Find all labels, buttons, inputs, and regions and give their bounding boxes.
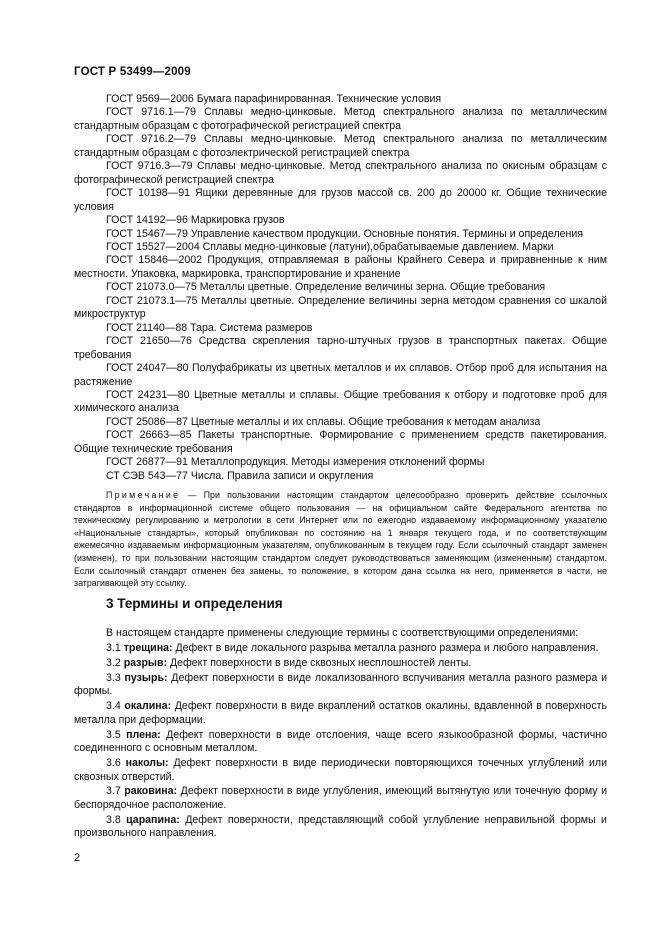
- term-name: раковина:: [124, 785, 178, 798]
- note-block: [74, 489, 607, 590]
- term-item: [74, 757, 607, 784]
- reference-item: ГОСТ 9716.1—79 Сплавы медно-цинковые. Метод спектрального анализа по металлическим стандартным образцам с фотографической регистрацией спектра: [74, 106, 607, 132]
- section-title: 3 Термины и определения: [106, 596, 283, 611]
- reference-item: ГОСТ 9716.3—79 Сплавы медно-цинковые. Метод спектрального анализа по окисным образцам с фотографической регистрацией спектра: [74, 160, 607, 186]
- term-item: [74, 642, 607, 655]
- term-definition: Дефект поверхности в виде отслоения, чаще всего языкообразной формы, частично соединенного с основным металлом.: [74, 728, 607, 755]
- term-name: царапина:: [126, 813, 180, 826]
- term-item: [74, 729, 607, 756]
- term-number: 3.7: [106, 785, 121, 798]
- reference-item: ГОСТ 10198—91 Ящики деревянные для грузов массой св. 200 до 20000 кг. Общие технические условия: [74, 187, 607, 213]
- term-definition: Дефект поверхности, представляющий собой углубление неправильной формы и произвольного направления.: [74, 813, 607, 840]
- term-name: наколы:: [125, 757, 169, 770]
- reference-item: ГОСТ 15846—2002 Продукция, отправляемая в районы Крайнего Севера и приравненные к ним местности. Упаковка, маркировка, транспортирование и хранение: [74, 254, 607, 280]
- term-definition: Дефект поверхности в виде углубления, имеющий вытянутую или точечную форму и беспорядочное расположение.: [74, 785, 607, 811]
- note-label: Примечание: [106, 490, 181, 500]
- term-item: [74, 657, 607, 670]
- reference-item: СТ СЭВ 543—77 Числа. Правила записи и округления: [106, 469, 374, 482]
- reference-item: ГОСТ 25086—87 Цветные металлы и их сплавы. Общие требования к методам анализа: [106, 415, 541, 428]
- reference-item: ГОСТ 24231—80 Цветные металлы и сплавы. Общие требования к отбору и подготовке проб для химического анализа: [74, 388, 607, 415]
- page-header: ГОСТ Р 53499—2009: [74, 66, 191, 78]
- reference-item: ГОСТ 14192—96 Маркировка грузов: [106, 214, 285, 227]
- term-item: [74, 785, 607, 812]
- term-name: окалина:: [124, 700, 172, 713]
- term-definition: Дефект поверхности в виде сквозных несплошностей ленты.: [169, 656, 472, 669]
- reference-item: ГОСТ 21073.0—75 Металлы цветные. Определение величины зерна. Общие требования: [106, 281, 546, 294]
- term-name: трещина:: [123, 641, 173, 654]
- term-number: 3.5: [106, 728, 121, 741]
- term-name: пузырь:: [124, 671, 168, 684]
- term-item: [74, 672, 607, 699]
- terms-intro: В настоящем стандарте применены следующие термины с соответствующими определениями:: [106, 627, 579, 639]
- term-definition: Дефект поверхности в виде локализованного вспучивания металла разного размера и формы.: [74, 671, 607, 698]
- term-name: разрыв:: [123, 656, 168, 669]
- term-number: 3.8: [106, 813, 121, 826]
- term-number: 3.1: [106, 641, 121, 654]
- term-item: [74, 814, 607, 841]
- reference-item: ГОСТ 24047—80 Полуфабрикаты из цветных металлов и их сплавов. Отбор проб для испытания на растяжение: [74, 362, 607, 388]
- term-number: 3.3: [106, 671, 121, 684]
- term-name: плена:: [126, 728, 161, 741]
- terms-list: [74, 627, 607, 842]
- reference-item: ГОСТ 26877—91 Металлопродукция. Методы измерения отклонений формы: [106, 456, 485, 469]
- reference-item: ГОСТ 9569—2006 Бумага парафинированная. Технические условия: [106, 93, 442, 105]
- term-definition: Дефект поверхности в виде вкраплений остатков окалины, вдавленной в поверхность металла при деформации.: [74, 700, 607, 726]
- page-number: 2: [74, 852, 81, 864]
- reference-item: ГОСТ 21140—88 Тара. Система размеров: [106, 321, 313, 334]
- term-number: 3.2: [106, 656, 121, 669]
- reference-item: ГОСТ 21073.1—75 Металлы цветные. Определение величины зерна методом сравнения со шкалой микроструктур: [74, 294, 607, 321]
- term-definition: Дефект в виде локального разрыва металла разного размера и любого направления.: [175, 641, 599, 654]
- reference-item: ГОСТ 15527—2004 Сплавы медно-цинковые (латуни),обрабатываемые давлением. Марки: [106, 240, 554, 253]
- normative-references-list: [74, 93, 607, 483]
- reference-item: ГОСТ 26663—85 Пакеты транспортные. Формирование с применением средств пакетирования. Общие технические требования: [74, 429, 607, 455]
- term-definition: Дефект поверхности в виде периодически повторяющихся точечных углублений или сквозных отверстий.: [74, 757, 607, 783]
- term-number: 3.6: [106, 757, 121, 770]
- reference-item: ГОСТ 9716.2—79 Сплавы медно-цинковые. Метод спектрального анализа по металлическим стандартным образцам с фотоэлектрической регистрацией спектра: [74, 133, 607, 159]
- reference-item: ГОСТ 21650—76 Средства скрепления тарно-штучных грузов в транспортных пакетах. Общие требования: [74, 335, 607, 361]
- reference-item: ГОСТ 15467—79 Управление качеством продукции. Основные понятия. Термины и определения: [106, 227, 584, 240]
- note-text: — При пользовании настоящим стандартом целесообразно проверить действие ссылочных стандартов в информационной системе общего пользования — на официальном сайте Федерального агентства по техническому регулированию и метрологии в сети Интернет или по ежегодно издаваемому информационному указателю «Национальные стандарты», который опубликован по состоянию на 1 января текущего года, и по соответствующим ежемесячно издаваемым информационным указателям, опубликованным в текущем году. Если ссылочный стандарт заменен (изменен), то при пользовании настоящим стандартом следует руководствоваться заменяющим (измененным) стандартом. Если ссылочный стандарт отменен без замены, то положение, в котором дана ссылка на него, применяется в части, не затрагивающей эту ссылку.: [74, 490, 608, 589]
- term-item: [74, 700, 607, 727]
- term-number: 3.4: [106, 700, 121, 713]
